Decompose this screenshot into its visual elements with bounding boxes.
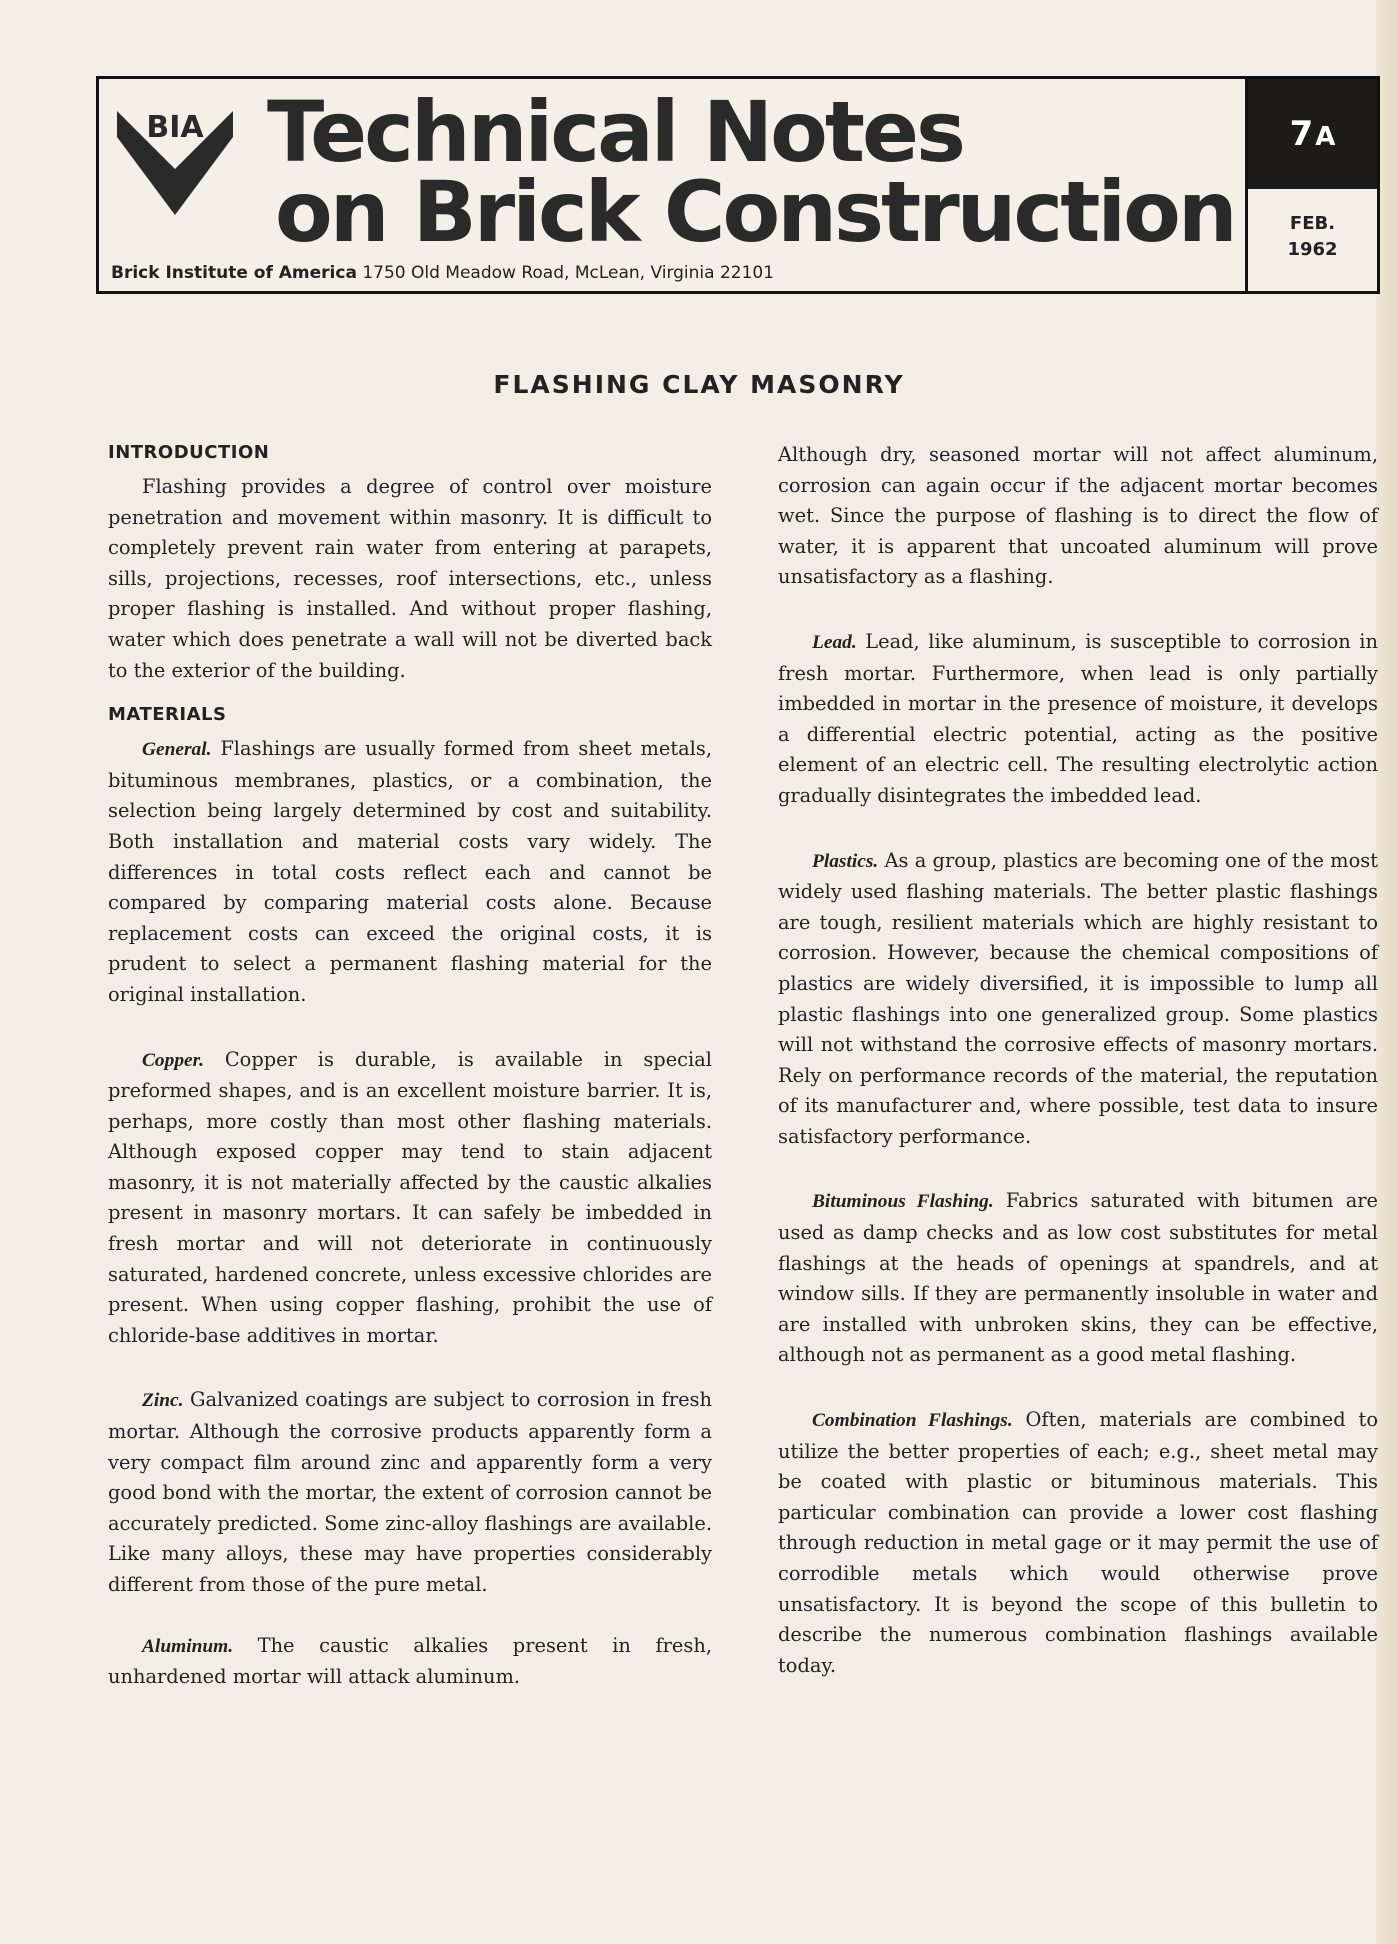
masthead-title-line1: Technical Notes xyxy=(267,83,963,181)
logo-text: BIA xyxy=(146,110,204,145)
bituminous-run-head: Bituminous Flashing. xyxy=(812,1191,994,1213)
document-title: FLASHING CLAY MASONRY xyxy=(493,370,905,399)
issue-month: FEB. xyxy=(1289,213,1336,234)
general-run-head: General. xyxy=(142,739,212,761)
copper-paragraph: Copper. Copper is durable, is available in special preformed shapes, and is an excellent moisture barrier. It is, perhaps, more costly than most other flashing materials. Although exposed copper may tend to stain adjacent masonry, it is not materially affected by the caustic alkalies present in masonry mortars. It can safely be imbedded in fresh mortar and will not deteriorate in continuously saturated, hardened concrete, unless excessive chlorides are present. When using copper flashing, prohibit the use of chloride-base additives in mortar. xyxy=(108,1047,712,1347)
lead-paragraph: Lead. Lead, like aluminum, is susceptible to corrosion in fresh mortar. Furthermore, when lead is only partially imbedded in mortar in the presence of moisture, it develops a differential electric potential, acting as the positive element of an electric cell. The resulting electrolytic action gradually disintegrates the imbedded lead. xyxy=(778,629,1378,807)
plastics-run-head: Plastics. xyxy=(812,850,879,872)
issue-box xyxy=(1248,76,1380,294)
aluminum-continued-paragraph: Although dry, seasoned mortar will not affect aluminum, corrosion can again occur if the adjacent mortar becomes wet. Since the purpose of flashing is to direct the flow of water, it is apparent that uncoated aluminum will prove unsatisfactory as a flashing. xyxy=(778,443,1378,589)
issue-date xyxy=(1248,211,1377,263)
lead-run-head: Lead. xyxy=(812,631,857,653)
combination-paragraph: Combination Flashings. Often, materials are combined to utilize the better properties of each; e.g., sheet metal may be coated with plastic or bituminous materials. This particular combination can provide a lower cost flashing through reduction in metal gage or it may permit the use of corrodible metals which would otherwise prove unsatisfactory. It is beyond the scope of this bulletin to describe the numerous combination flashings available today. xyxy=(778,1408,1378,1677)
left-column xyxy=(108,440,712,1693)
combination-run-head: Combination Flashings. xyxy=(812,1410,1013,1432)
masthead xyxy=(96,76,1248,294)
plastics-paragraph: Plastics. As a group, plastics are becoming one of the most widely used flashing materials. The better plastic flashings are tough, resilient materials which are highly resistant to corrosion. However, because the chemical compositions of plastics are widely diversified, it is impossible to lump all plastic flashings into one generalized group. Some plastics will not withstand the corrosive effects of masonry mortars. Rely on performance records of the material, the reputation of its manufacturer and, where possible, test data to insure satisfactory performance. xyxy=(778,848,1378,1148)
right-column xyxy=(778,440,1378,1681)
bia-logo-icon xyxy=(113,97,237,221)
introduction-heading: INTRODUCTION xyxy=(108,442,270,463)
zinc-paragraph: Zinc. Galvanized coatings are subject to corrosion in fresh mortar. Although the corrosive products apparently form a very compact film around zinc and apparently form a very good bond with the mortar, the extent of corrosion cannot be accurately predicted. Some zinc-alloy flashings are available. Like many alloys, these may have properties considerably different from those of the pure metal. xyxy=(108,1388,712,1596)
general-paragraph: General. Flashings are usually formed from sheet metals, bituminous membranes, plastics, or a combination, the selection being largely determined by cost and suitability. Both installation and material costs vary widely. The differences in total costs reflect each and cannot be compared by comparing material costs alone. Because replacement costs can exceed the original costs, it is prudent to select a permanent flashing material for the original installation. xyxy=(108,737,712,1006)
aluminum-run-head: Aluminum. xyxy=(142,1635,234,1657)
materials-heading: MATERIALS xyxy=(108,704,227,726)
issue-number: 7A xyxy=(1248,79,1377,189)
bituminous-paragraph: Bituminous Flashing. Fabrics saturated with bitumen are used as damp checks and as low cost substitutes for metal flashings at the heads of openings at spandrels, and at window sills. If they are permanently insoluble in water and are installed with unbroken skins, they can be effective, although not as permanent as a good metal flashing. xyxy=(778,1189,1378,1367)
issue-year: 1962 xyxy=(1287,239,1338,260)
publisher-street: 1750 Old Meadow Road, McLean, Virginia 22101 xyxy=(356,263,775,283)
introduction-paragraph: Flashing provides a degree of control over moisture penetration and movement within masonry. It is difficult to completely prevent rain water from entering at parapets, sills, projections, recesses, roof intersections, etc., unless proper flashing is installed. And without proper flashing, water which does penetrate a wall will not be diverted back to the exterior of the building. xyxy=(108,475,712,682)
aluminum-paragraph: Aluminum. The caustic alkalies present in fresh, unhardened mortar will attack aluminum. xyxy=(108,1633,712,1689)
publisher-address xyxy=(111,263,774,283)
masthead-title-line2: on Brick Construction xyxy=(275,163,1235,261)
copper-run-head: Copper. xyxy=(142,1049,204,1071)
publisher-name: Brick Institute of America xyxy=(111,263,357,283)
zinc-run-head: Zinc. xyxy=(142,1390,184,1412)
